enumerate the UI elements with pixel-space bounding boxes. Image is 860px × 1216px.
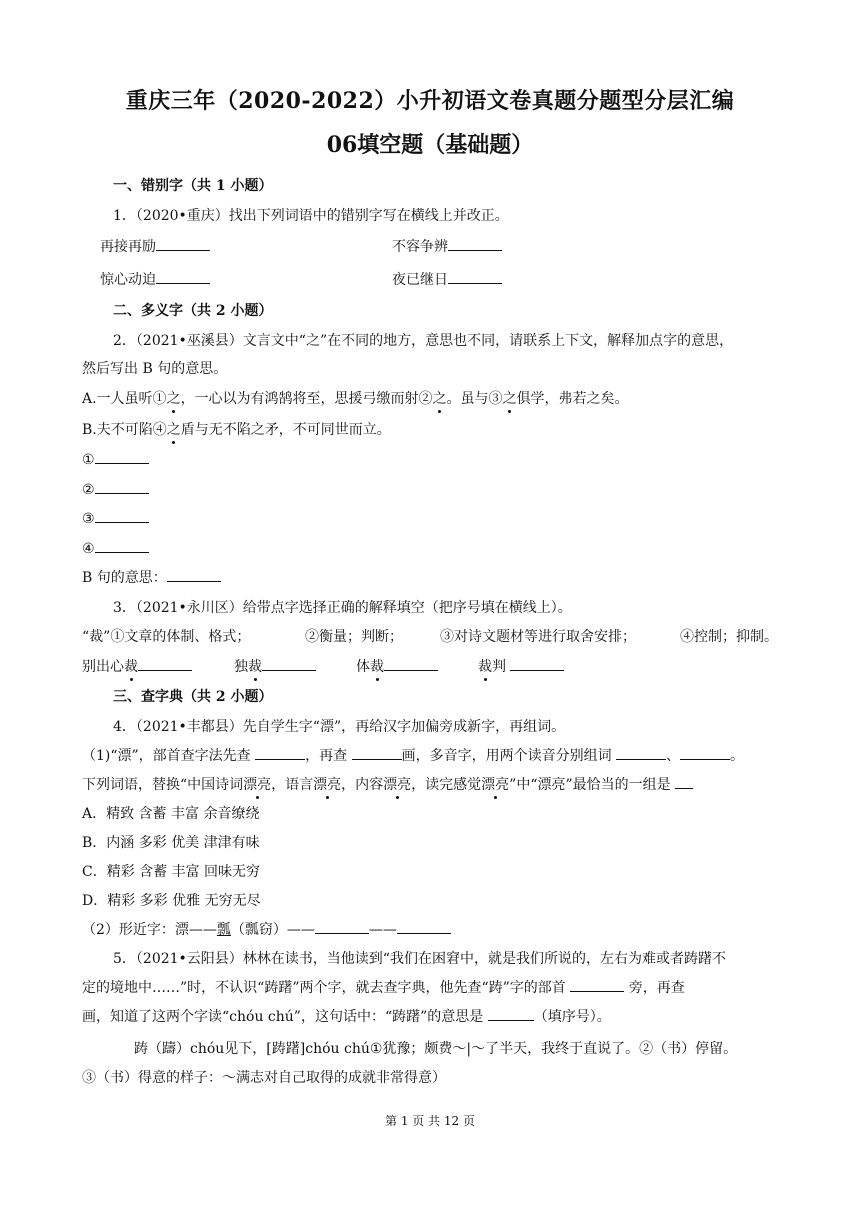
question-5-stem: 5．（2021•云阳县）林林在读书，当他读到“我们在困窘中，就是我们所说的，左右为难或者踌躇不 <box>113 951 726 967</box>
q2-blank-1[interactable] <box>95 449 149 464</box>
q5-blank-radical[interactable] <box>570 977 624 992</box>
q2-blank-5[interactable] <box>167 567 221 582</box>
q5-line-3: 画，知道了这两个字读“chóu chú”，这句话中：“踌躇”的意思是 （填序号）。 <box>82 1006 611 1026</box>
q3-option-2: ②衡量；判断； <box>305 629 403 645</box>
q2-answer-4: ④ <box>82 538 149 557</box>
question-3-stem: 3．（2021•永川区）给带点字选择正确的解释填空（把序号填在横线上）。 <box>113 600 572 616</box>
q1-word-3: 惊心动迫 <box>100 269 210 289</box>
q2-answer-1: ① <box>82 449 149 468</box>
q1-blank-1[interactable] <box>156 236 210 251</box>
page-footer: 第 1 页 共 12 页 <box>385 1114 475 1128</box>
q2-b-meaning: B 句的意思： <box>82 567 221 587</box>
q2-sentence-a: A.一人虽听①之，一心以为有鸿鹄将至，思援弓缴而射②之。虽与③之俱学，弗若之矣。 <box>82 388 629 408</box>
section-heading-2: 二、多义字（共 2 小题） <box>113 303 273 319</box>
q3-option-1: “裁”①文章的体制、格式； <box>82 629 251 645</box>
q4-blank-word-1[interactable] <box>616 745 666 760</box>
q4-blank-radical[interactable] <box>255 745 305 760</box>
q4-replace-line: 下列词语，替换“中国诗词漂亮，语言漂亮，内容漂亮，读完感觉漂亮”中“漂亮”最恰当的一组是 <box>82 774 693 794</box>
question-1-stem: 1．（2020•重庆）找出下列词语中的错别字写在横线上并改正。 <box>113 208 509 224</box>
q2-answer-3: ③ <box>82 508 149 527</box>
q4-blank-strokes[interactable] <box>352 745 402 760</box>
q4-blank-char-2[interactable] <box>397 919 451 934</box>
q1-word-4: 夜已继日 <box>392 269 502 289</box>
q3-option-3: ③对诗文题材等进行取舍安排； <box>440 629 636 645</box>
q4-option-b[interactable]: B．内涵 多彩 优美 津津有味 <box>82 835 260 851</box>
page-title: 重庆三年（2020-2022）小升初语文卷真题分题型分层汇编 <box>125 88 735 114</box>
q1-blank-4[interactable] <box>448 269 502 284</box>
q2-blank-2[interactable] <box>95 479 149 494</box>
q4-option-d[interactable]: D．精彩 多彩 优雅 无穷无尽 <box>82 893 261 909</box>
q5-line-2: 定的境地中……”时，不认识“踌躇”两个字，就去查字典，他先查“踌”字的部首 旁，再查 <box>82 977 685 997</box>
q5-dictionary-entry-cont: ③（书）得意的样子：～满志对自己取得的成就非常得意） <box>82 1070 446 1086</box>
q5-blank-meaning[interactable] <box>488 1006 534 1021</box>
question-2-stem: 2．（2021•巫溪县）文言文中“之”在不同的地方，意思也不同，请联系上下文，解释加点字的意思， <box>113 333 734 349</box>
q4-part1-line: （1)“漂”，部首查字法先查 ，再查 画，多音字，用两个读音分别组词 、 。 <box>82 745 744 765</box>
q4-option-c[interactable]: C．精彩 含蓄 丰富 回味无穷 <box>82 864 261 880</box>
q4-blank-word-2[interactable] <box>680 745 730 760</box>
section-heading-3: 三、查字典（共 2 小题） <box>113 689 273 705</box>
q3-blank-1[interactable] <box>138 656 192 671</box>
section-heading-1: 一、错别字（共 1 小题） <box>113 178 273 194</box>
q3-word-2: 独裁 <box>234 656 316 676</box>
q1-word-2: 不容争辨 <box>392 236 502 256</box>
q3-word-4: 裁判 <box>478 656 564 676</box>
q3-word-3: 体裁 <box>356 656 438 676</box>
q3-blank-3[interactable] <box>384 656 438 671</box>
q3-option-4: ④控制；抑制。 <box>680 629 778 645</box>
page-subtitle: 06填空题（基础题） <box>326 132 534 158</box>
q4-part2-line: （2）形近字：漂——瓢（瓢窃）—— —— <box>82 919 451 939</box>
q3-blank-4[interactable] <box>510 656 564 671</box>
question-2-stem-cont: 然后写出 B 句的意思。 <box>82 361 228 377</box>
q1-blank-2[interactable] <box>448 236 502 251</box>
q2-sentence-b: B.夫不可陷④之盾与无不陷之矛，不可同世而立。 <box>82 419 391 439</box>
q4-option-a[interactable]: A．精致 含蓄 丰富 余音缭绕 <box>82 806 260 822</box>
q1-word-1: 再接再励 <box>100 236 210 256</box>
q2-blank-3[interactable] <box>95 508 149 523</box>
q5-dictionary-entry: 踌（躊）chóu见下，[踌躇]chóu chú①犹豫；颇费～|～了半天，我终于直说了。②（书）停留。 <box>134 1041 738 1057</box>
q2-answer-2: ② <box>82 479 149 498</box>
q4-blank-choice[interactable] <box>675 774 693 789</box>
q1-blank-3[interactable] <box>156 269 210 284</box>
q3-word-1: 别出心裁 <box>82 656 192 676</box>
q2-blank-4[interactable] <box>95 538 149 553</box>
q4-blank-char-1[interactable] <box>315 919 369 934</box>
question-4-stem: 4．（2021•丰都县）先自学生字“漂”，再给汉字加偏旁成新字，再组词。 <box>113 719 566 735</box>
q3-blank-2[interactable] <box>262 656 316 671</box>
